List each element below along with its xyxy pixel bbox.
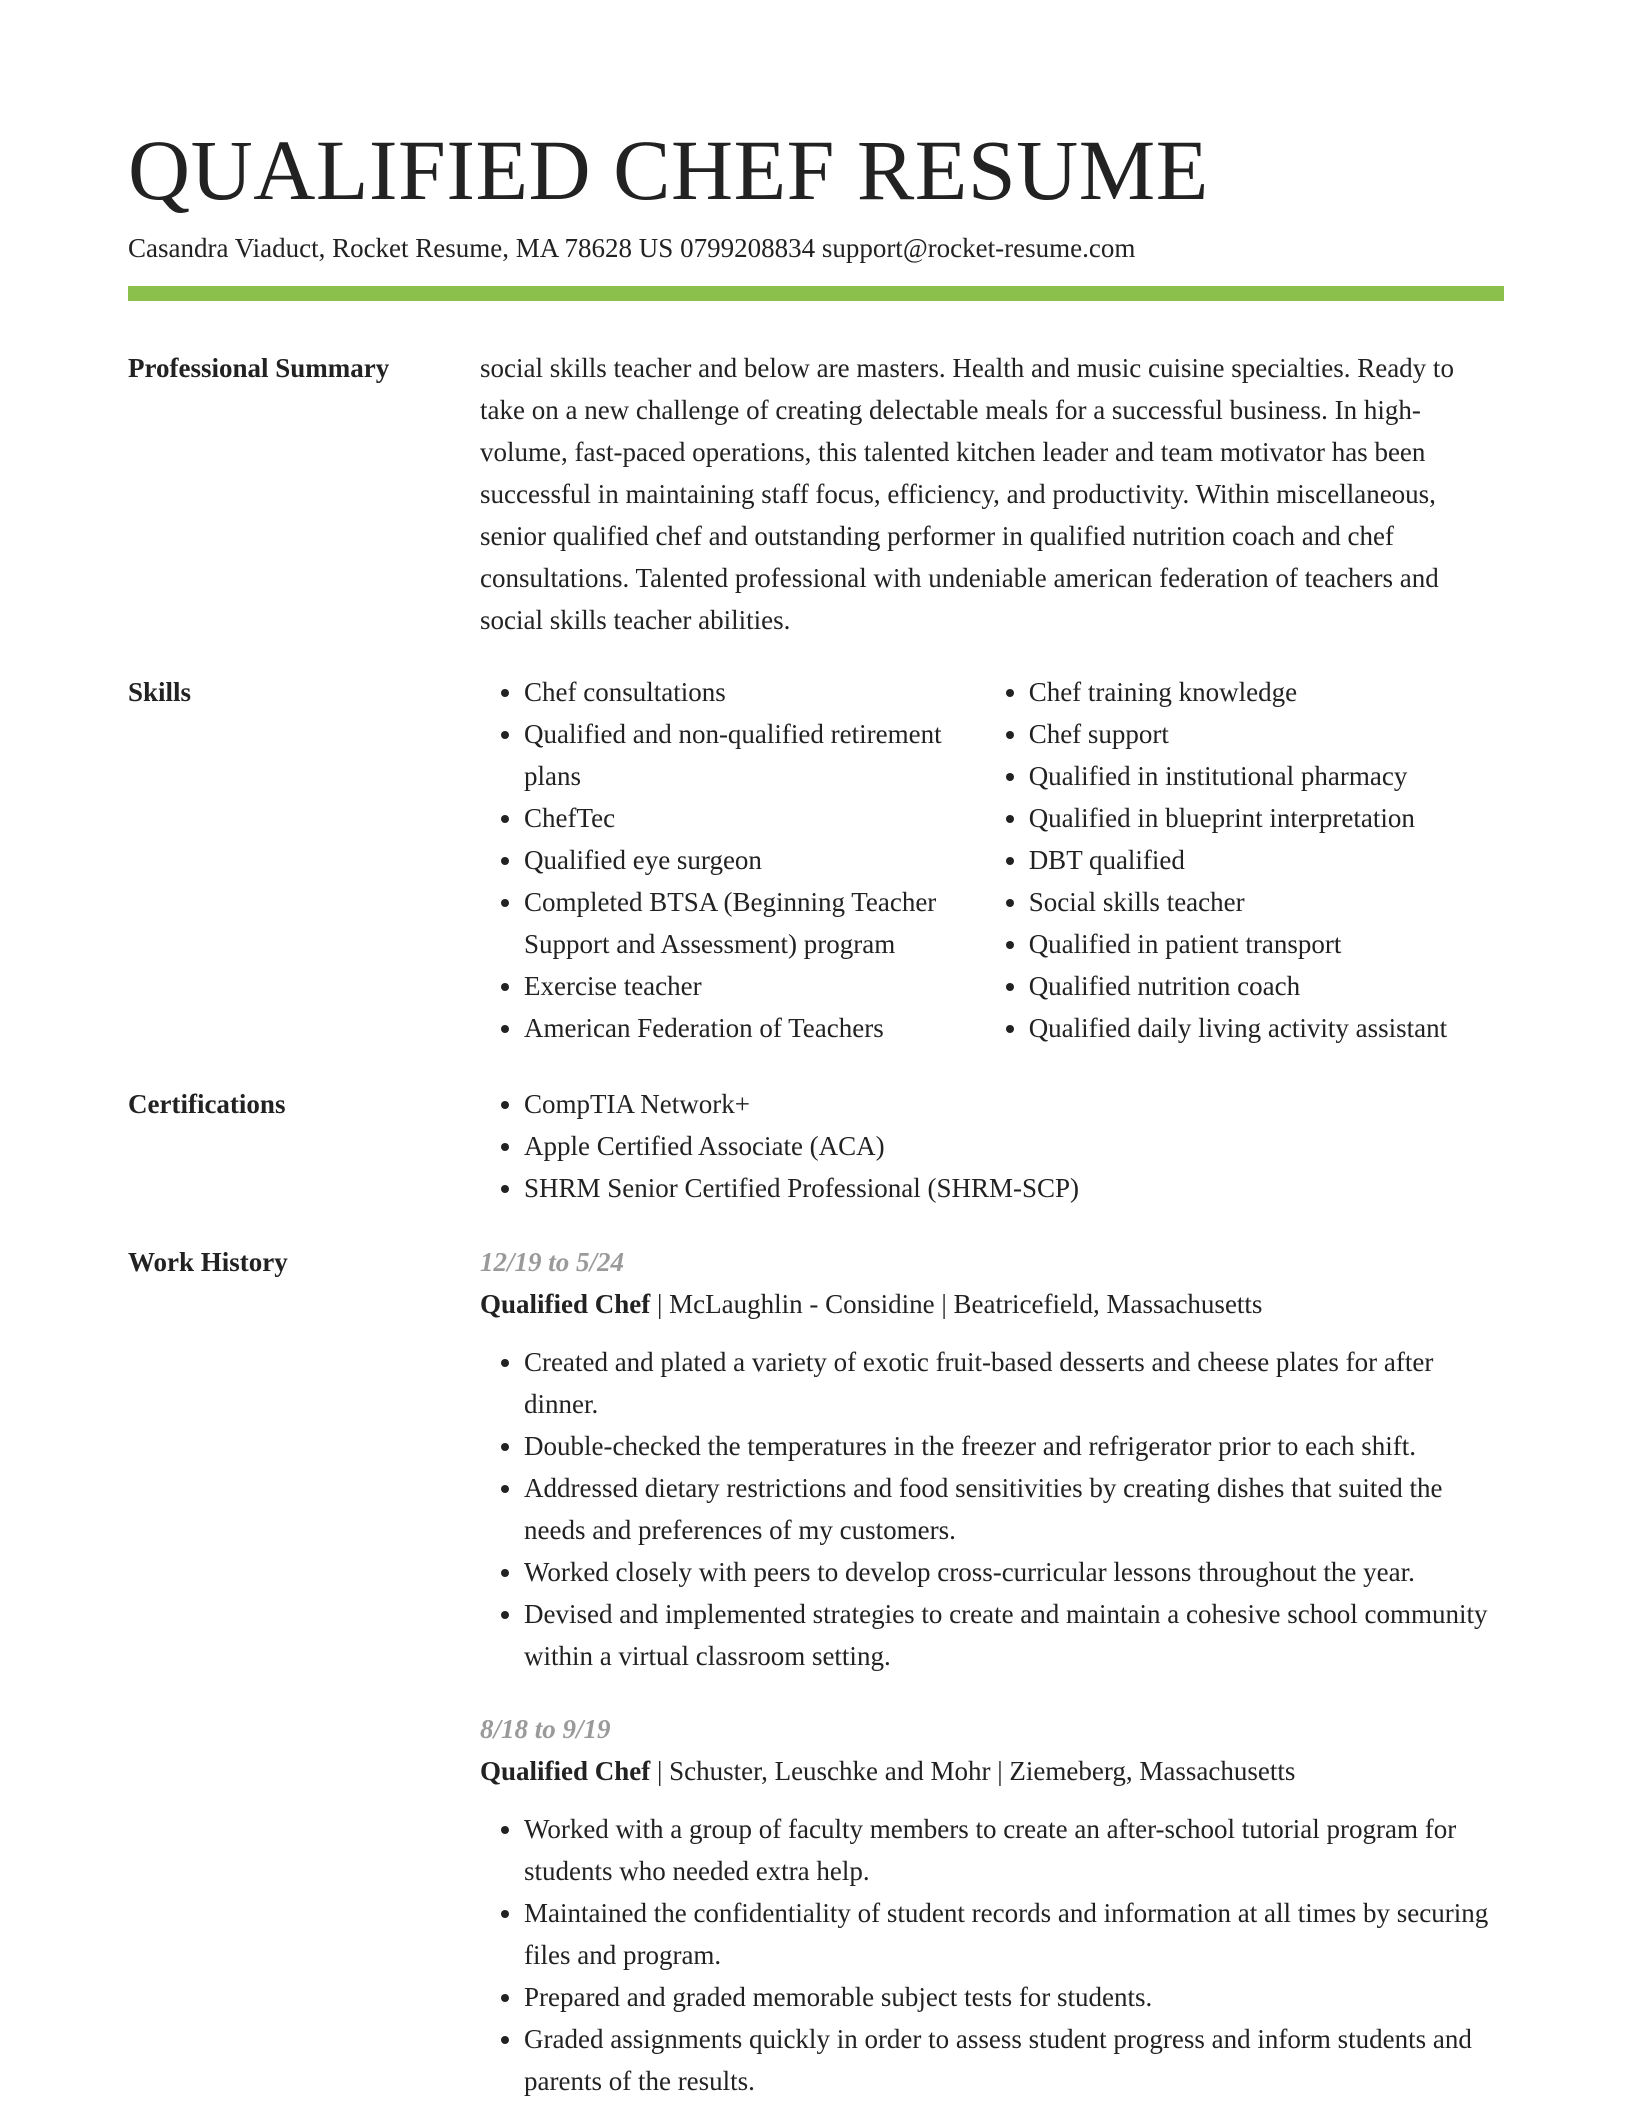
skill-item: • Chef consultations bbox=[524, 671, 985, 713]
skill-item: • Qualified eye surgeon bbox=[524, 839, 985, 881]
header-divider bbox=[128, 286, 1504, 301]
skill-item: • Qualified nutrition coach bbox=[1029, 965, 1504, 1007]
resume-title: QUALIFIED CHEF RESUME bbox=[128, 122, 1209, 218]
job-bullet-list bbox=[480, 1341, 1504, 1677]
certifications-list bbox=[480, 1083, 1504, 1209]
job-title: Qualified Chef bbox=[480, 1289, 651, 1319]
skills-list-right bbox=[985, 671, 1504, 1049]
job-bullet-list bbox=[480, 1808, 1504, 2102]
skill-item: • Exercise teacher bbox=[524, 965, 985, 1007]
summary-body bbox=[480, 347, 1504, 641]
skill-item: • Chef support bbox=[1029, 713, 1504, 755]
job-bullet: • Maintained the confidentiality of student records and information at all times by securing files and program. bbox=[524, 1892, 1504, 1976]
certification-item: • SHRM Senior Certified Professional (SHRM-SCP) bbox=[524, 1167, 1504, 1209]
job-details: | Schuster, Leuschke and Mohr | Ziemeberg, Massachusetts bbox=[650, 1756, 1296, 1786]
skill-item: • Chef training knowledge bbox=[1029, 671, 1504, 713]
job-title: Qualified Chef bbox=[480, 1756, 651, 1786]
summary-text: social skills teacher and below are masters. Health and music cuisine specialties. Ready to take on a new challenge of creating delectable meals for a successful business. In high-volume, fast-paced operations, this talented kitchen leader and team motivator has been successful in maintaining staff focus, efficiency, and productivity. Within miscellaneous, senior qualified chef and outstanding performer in qualified nutrition coach and chef consultations. Talented professional with undeniable american federation of teachers and social skills teacher abilities. bbox=[480, 353, 1454, 635]
skill-item: • Qualified in patient transport bbox=[1029, 923, 1504, 965]
work-history-heading: Work History bbox=[128, 1247, 288, 1277]
job-entry bbox=[480, 1708, 1504, 2102]
summary-heading: Professional Summary bbox=[128, 353, 390, 383]
job-bullet: • Worked with a group of faculty members to create an after-school tutorial program for students who needed extra help. bbox=[524, 1808, 1504, 1892]
skill-item: • Qualified and non-qualified retirement plans bbox=[524, 713, 985, 797]
skill-item: • ChefTec bbox=[524, 797, 985, 839]
job-bullet: • Worked closely with peers to develop cross-curricular lessons throughout the year. bbox=[524, 1551, 1504, 1593]
job-bullet: • Created and plated a variety of exotic fruit-based desserts and cheese plates for after dinner. bbox=[524, 1341, 1504, 1425]
job-dates: 8/18 to 9/19 bbox=[480, 1714, 611, 1744]
certification-item: • Apple Certified Associate (ACA) bbox=[524, 1125, 1504, 1167]
skills-body bbox=[480, 671, 1504, 1049]
job-bullet: • Prepared and graded memorable subject tests for students. bbox=[524, 1976, 1504, 2018]
skill-item: • DBT qualified bbox=[1029, 839, 1504, 881]
job-header bbox=[480, 1750, 1504, 1792]
skill-item: • Qualified daily living activity assistant bbox=[1029, 1007, 1504, 1049]
skills-list-left bbox=[480, 671, 985, 1049]
skill-item: • American Federation of Teachers bbox=[524, 1007, 985, 1049]
certifications-heading: Certifications bbox=[128, 1089, 286, 1119]
job-bullet: • Addressed dietary restrictions and food sensitivities by creating dishes that suited the needs and preferences of my customers. bbox=[524, 1467, 1504, 1551]
skills-heading: Skills bbox=[128, 677, 192, 707]
certifications-body bbox=[480, 1083, 1504, 1209]
job-bullet: • Double-checked the temperatures in the freezer and refrigerator prior to each shift. bbox=[524, 1425, 1504, 1467]
certification-item: • CompTIA Network+ bbox=[524, 1083, 1504, 1125]
job-header bbox=[480, 1283, 1504, 1325]
work-history-body bbox=[480, 1241, 1504, 2102]
skill-item: • Completed BTSA (Beginning Teacher Support and Assessment) program bbox=[524, 881, 985, 965]
skill-item: • Social skills teacher bbox=[1029, 881, 1504, 923]
skill-item: • Qualified in blueprint interpretation bbox=[1029, 797, 1504, 839]
job-bullet: • Graded assignments quickly in order to assess student progress and inform students and parents of the results. bbox=[524, 2018, 1504, 2102]
skill-item: • Qualified in institutional pharmacy bbox=[1029, 755, 1504, 797]
contact-line: Casandra Viaduct, Rocket Resume, MA 78628 US 0799208834 support@rocket-resume.com bbox=[128, 233, 1136, 263]
job-dates: 12/19 to 5/24 bbox=[480, 1247, 625, 1277]
job-details: | McLaughlin - Considine | Beatricefield, Massachusetts bbox=[650, 1289, 1263, 1319]
job-entry bbox=[480, 1241, 1504, 1677]
job-bullet: • Devised and implemented strategies to create and maintain a cohesive school community within a virtual classroom setting. bbox=[524, 1593, 1504, 1677]
